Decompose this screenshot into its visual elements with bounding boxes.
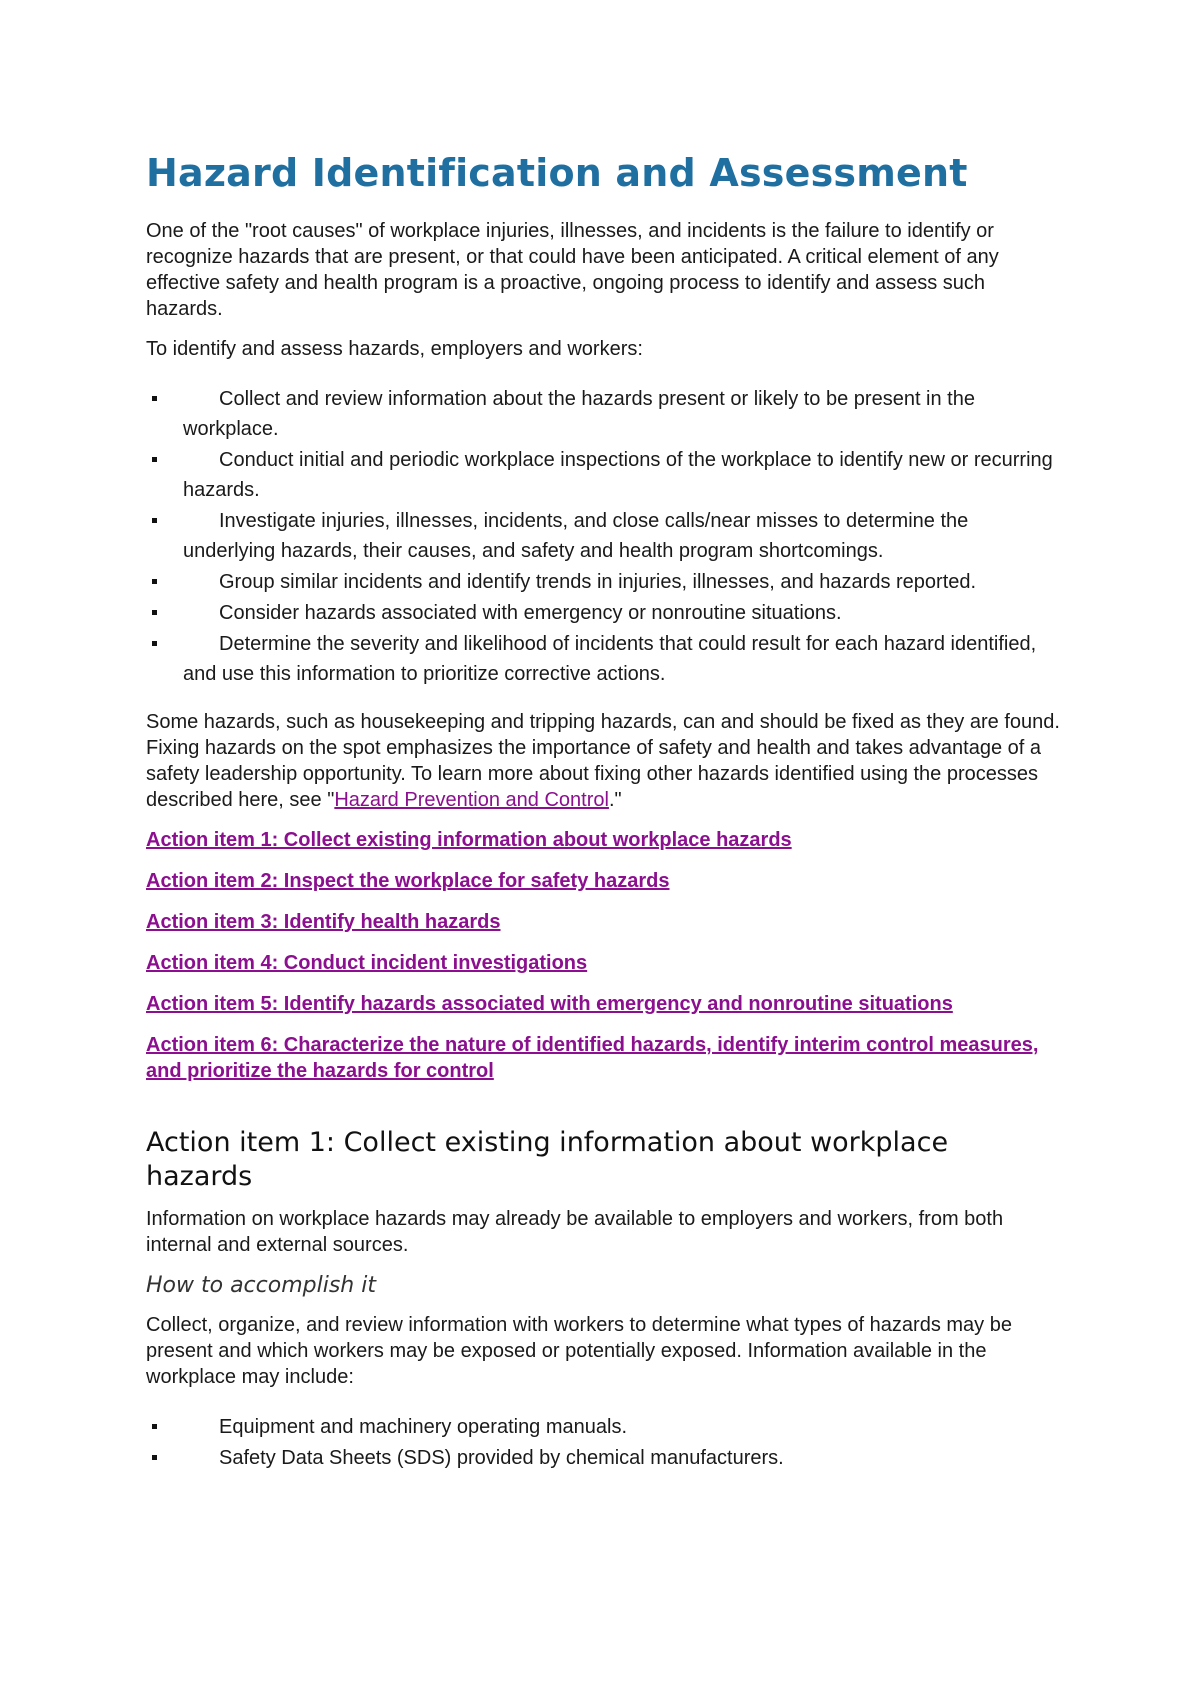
bullet-square-icon [152, 396, 157, 401]
action-item-2-link[interactable]: Action item 2: Inspect the workplace for safety hazards [146, 870, 670, 892]
action-items-list [146, 827, 1061, 1084]
bullet-square-icon [152, 1424, 157, 1429]
action-item-3-link[interactable]: Action item 3: Identify health hazards [146, 911, 501, 933]
lead-paragraph: To identify and assess hazards, employers and workers: [146, 338, 643, 360]
page-title: Hazard Identification and Assessment [146, 151, 968, 195]
bullet-square-icon [152, 457, 157, 462]
bullet-square-icon [152, 610, 157, 615]
list-item: Consider hazards associated with emergency or nonroutine situations. [146, 598, 1061, 628]
collect-paragraph: Collect, organize, and review information with workers to determine what types of hazards may be present and which workers may be exposed or potentially exposed. Information available in the workplace may include: [146, 1314, 1012, 1388]
hazard-steps-list [146, 384, 1061, 689]
list-item: Determine the severity and likelihood of incidents that could result for each hazard identified, and use this information to prioritize corrective actions. [146, 629, 1061, 689]
fix-hazards-paragraph: Some hazards, such as housekeeping and tripping hazards, can and should be fixed as they are found. Fixing hazards on the spot emphasizes the importance of safety and health and takes advantage of a safety leadership opportunity. To learn more about fixing other hazards identified using the processes described here, see "Hazard Prevention and Control." [146, 711, 1060, 811]
list-item: Group similar incidents and identify trends in injuries, illnesses, and hazards reported. [146, 567, 1061, 597]
bullet-square-icon [152, 1455, 157, 1460]
information-sources-list [146, 1412, 1061, 1473]
section-heading: Action item 1: Collect existing information about workplace hazards [146, 1127, 949, 1192]
action-item-4-link[interactable]: Action item 4: Conduct incident investigations [146, 952, 588, 974]
bullet-square-icon [152, 579, 157, 584]
section-info-paragraph: Information on workplace hazards may already be available to employers and workers, from both internal and external sources. [146, 1208, 1004, 1256]
document-page [146, 150, 1061, 1493]
bullet-square-icon [152, 518, 157, 523]
bullet-square-icon [152, 641, 157, 646]
action-item-5-link[interactable]: Action item 5: Identify hazards associated with emergency and nonroutine situations [146, 993, 953, 1015]
section-subheading: How to accomplish it [146, 1273, 376, 1298]
list-item: Safety Data Sheets (SDS) provided by chemical manufacturers. [146, 1443, 1061, 1473]
action-item-6-link[interactable]: Action item 6: Characterize the nature of identified hazards, identify interim control measures, and prioritize the hazards for control [146, 1034, 1039, 1082]
hazard-prevention-link[interactable]: Hazard Prevention and Control [334, 789, 609, 811]
list-item: Equipment and machinery operating manuals. [146, 1412, 1061, 1442]
list-item: Investigate injuries, illnesses, incidents, and close calls/near misses to determine the underlying hazards, their causes, and safety and health program shortcomings. [146, 506, 1061, 566]
intro-paragraph: One of the "root causes" of workplace injuries, illnesses, and incidents is the failure to identify or recognize hazards that are present, or that could have been anticipated. A critical element of any effective safety and health program is a proactive, ongoing process to identify and assess such hazards. [146, 220, 999, 320]
list-item: Collect and review information about the hazards present or likely to be present in the workplace. [146, 384, 1061, 444]
list-item: Conduct initial and periodic workplace inspections of the workplace to identify new or recurring hazards. [146, 445, 1061, 505]
action-item-1-link[interactable]: Action item 1: Collect existing information about workplace hazards [146, 829, 792, 851]
